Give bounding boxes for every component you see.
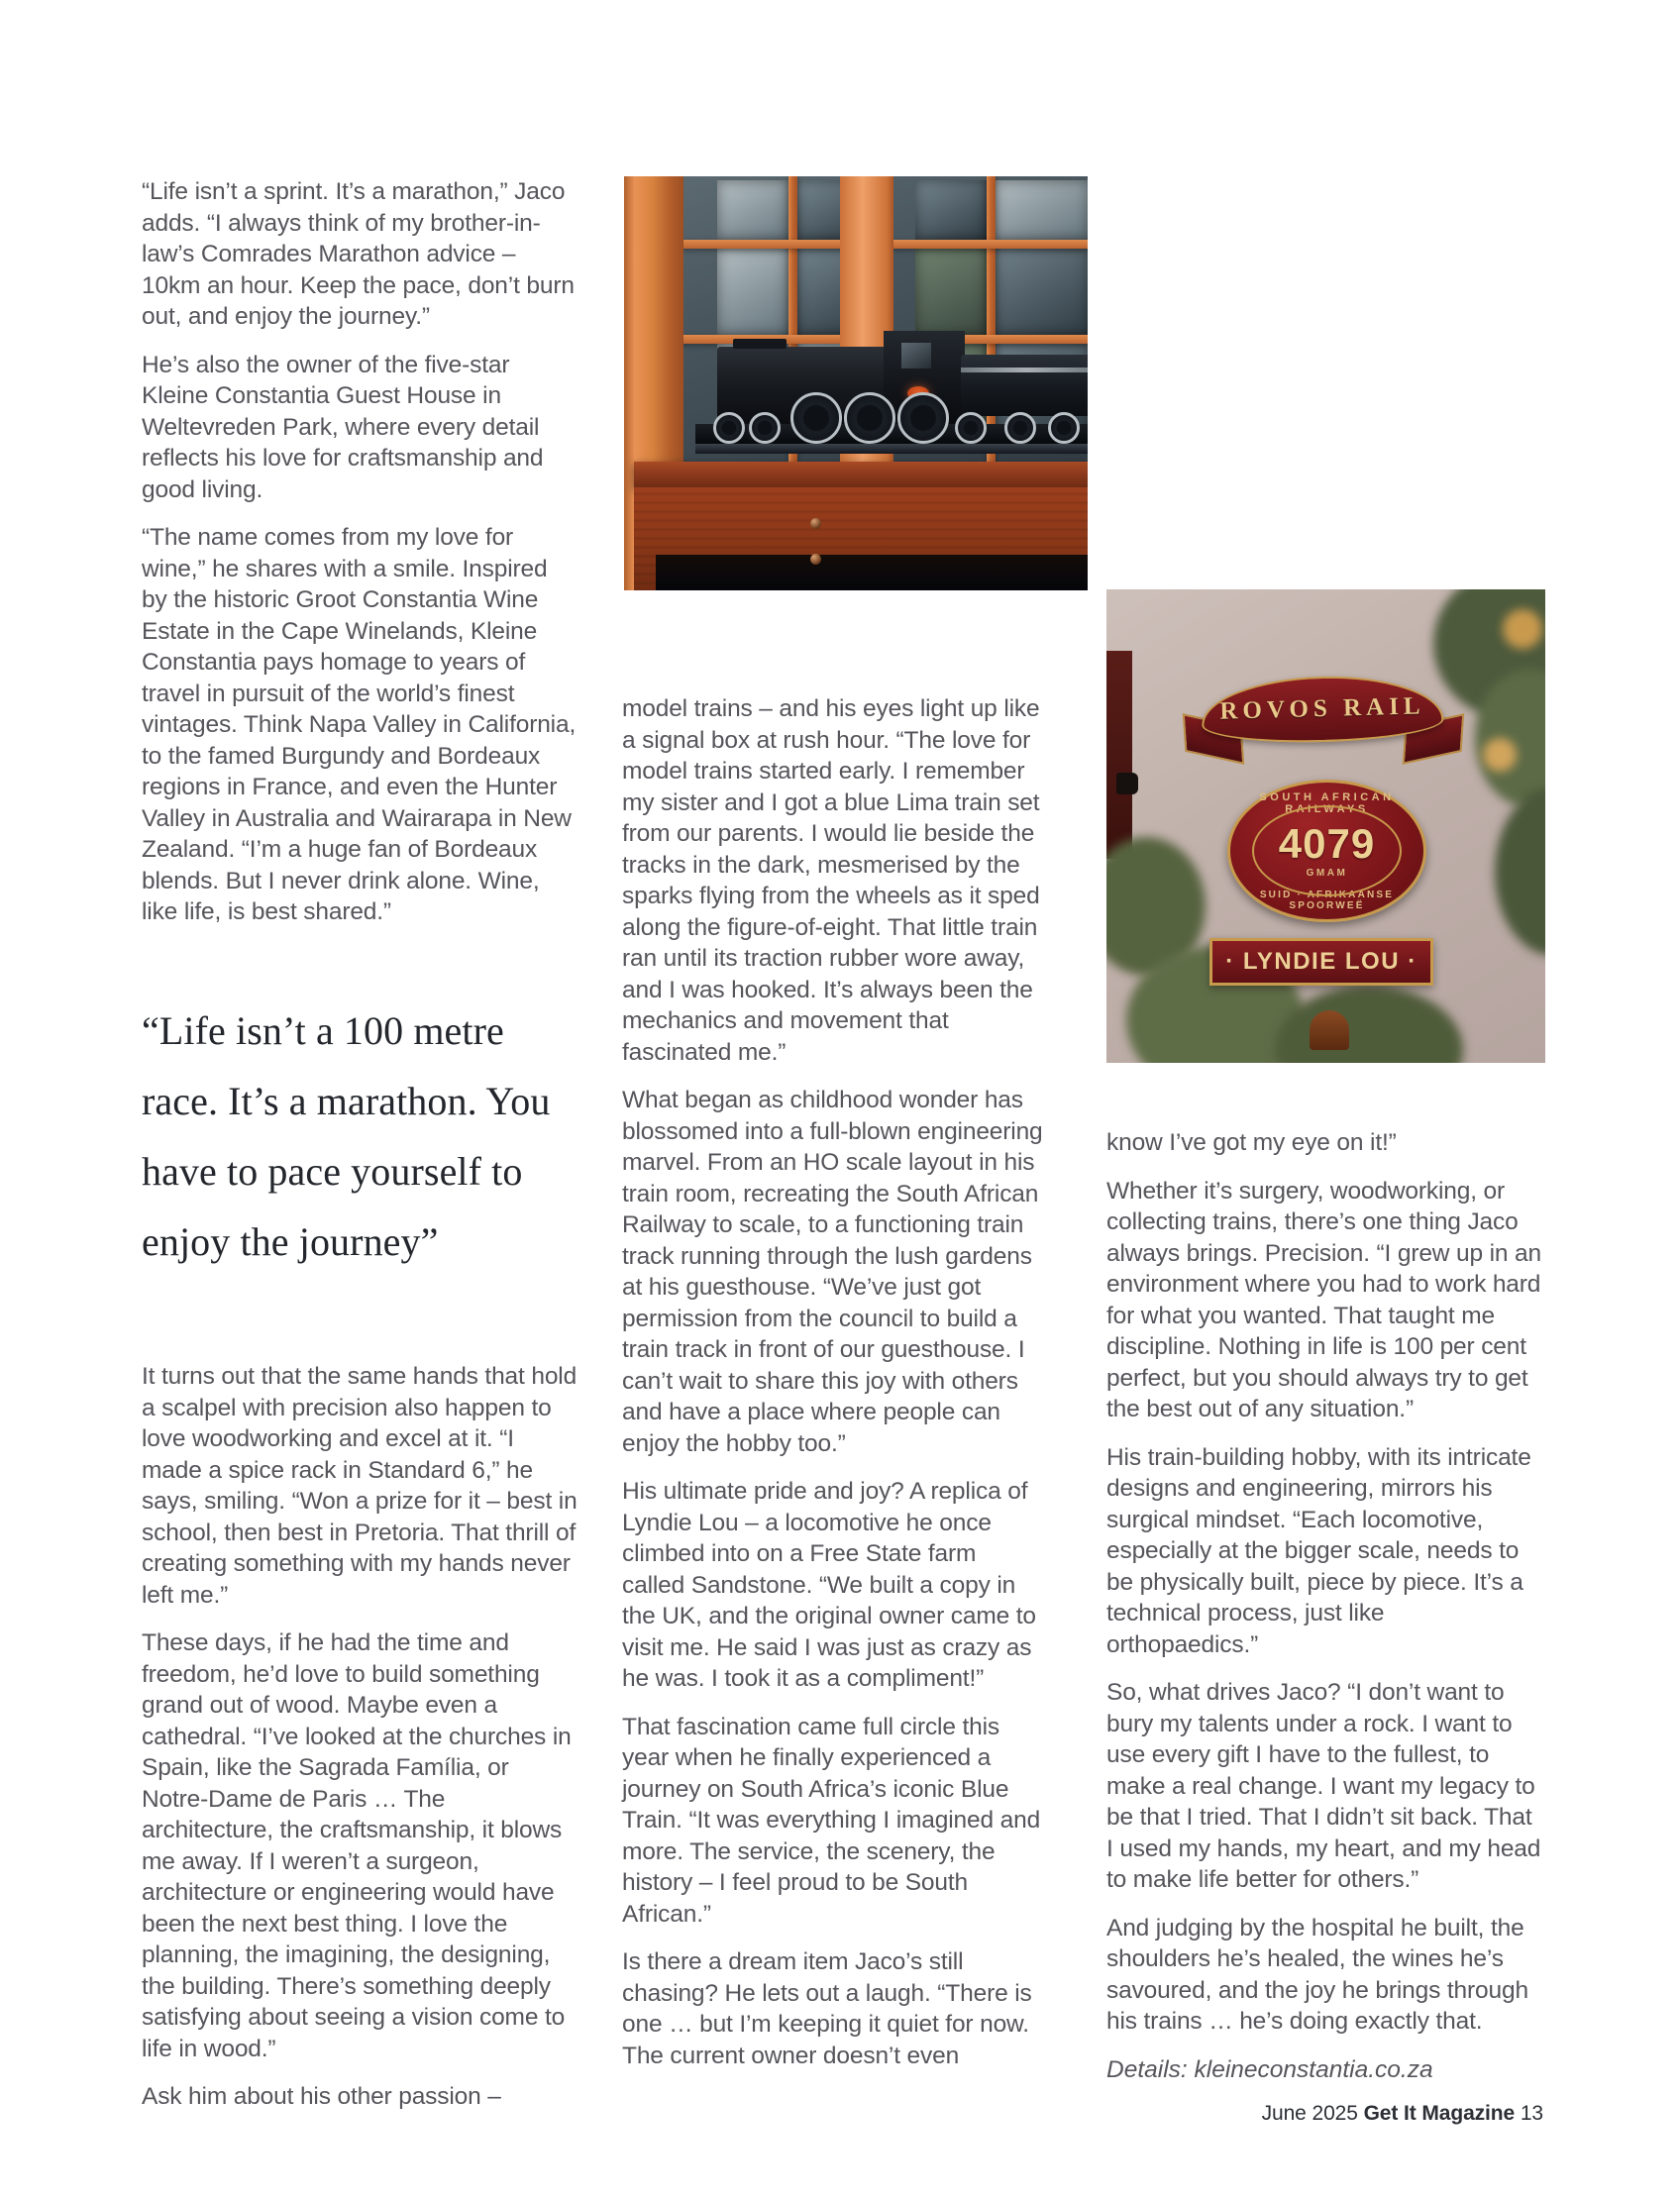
- paragraph: So, what drives Jaco? “I don’t want to bury my talents under a rock. I want to use every gift I have to the fullest, to make a real change. I want my legacy to be that I tried. That I didn’t sit back. That I used my hands, my heart, and my head to make life better for others.”: [1106, 1679, 1541, 1893]
- wall-hook: [1116, 773, 1138, 794]
- locomotive-number-plaque: [1227, 780, 1426, 922]
- model-locomotive: [695, 307, 1088, 464]
- footer-date: June 2025: [1261, 2102, 1364, 2125]
- cabinet-shelf: [634, 462, 1088, 487]
- pull-quote: “Life isn’t a 100 metre race. It’s a marathon. You have to pace yourself to enjoy the journey”: [142, 1008, 551, 1264]
- foliage-light: [1503, 609, 1542, 649]
- paragraph: “The name comes from my love for wine,” he shares with a smile. Inspired by the historic Groot Constantia Wine Estate in the Cape Winelands, Kleine Constantia pays homage to years of travel in pursuit of the world’s finest vintages. Think Napa Valley in California, to the famed Burgundy and Bordeaux regions in France, and even the Hunter Valley in Australia and Wairarapa in New Zealand. “I’m a huge fan of Bordeaux blends. But I never drink alone. Wine, like life, is best shared.”: [142, 524, 577, 925]
- footer-magazine-name: Get It Magazine: [1363, 2102, 1516, 2125]
- right-column: [1106, 1127, 1542, 2085]
- lyndie-lou-nameplate: [1209, 938, 1433, 986]
- window-pane: [915, 180, 987, 240]
- locomotive-boiler-band: [961, 367, 1088, 372]
- railway-plaques-photo: [1106, 589, 1545, 1063]
- locomotive-wheel: [844, 392, 895, 444]
- locomotive-photo-scene: [624, 176, 1088, 590]
- locomotive-wheel: [1048, 412, 1080, 444]
- paragraph: It turns out that the same hands that hold a scalpel with precision also happen to love woodworking and excel at it. “I made a spice rack in Standard 6,” he says, smiling. “Won a prize for it – best in school, then best in Pretoria. That thrill of creating something with my hands never left me.”: [142, 1363, 578, 1609]
- paragraph: Is there a dream item Jaco’s still chasing? He lets out a laugh. “There is one … but I’m keeping it quiet for now. The current owner doesn’t even: [622, 1948, 1032, 2069]
- cabinet-knob: [810, 554, 821, 565]
- footer-page-number: 13: [1515, 2102, 1543, 2125]
- paragraph: He’s also the owner of the five-star Kleine Constantia Guest House in Weltevreden Park, where every detail reflects his love for craftsmanship and good living.: [142, 351, 544, 503]
- plaque-top-text: SOUTH AFRICAN RAILWAYS: [1259, 791, 1395, 815]
- left-column-lower: [142, 1361, 578, 2113]
- details-line: Details: kleineconstantia.co.za: [1106, 2055, 1433, 2083]
- locomotive-cab-window: [901, 343, 931, 368]
- page-footer: [1262, 2102, 1543, 2126]
- window-pane: [995, 180, 1088, 240]
- paragraph: know I’ve got my eye on it!”: [1106, 1129, 1397, 1156]
- rovos-rail-banner-text: ROVOS RAIL: [1219, 692, 1425, 725]
- paragraph: His ultimate pride and joy? A replica of Lyndie Lou – a locomotive he once climbed into on a Free State farm called Sandstone. “We built a copy in the UK, and the original owner came to visit me. He said I was just as crazy as he was. I took it as a compliment!”: [622, 1478, 1036, 1692]
- plaque-door-edge: [1106, 651, 1132, 859]
- locomotive-boiler: [961, 355, 1088, 416]
- plaque-number: 4079: [1278, 820, 1376, 867]
- paragraph: What began as childhood wonder has blossomed into a full-blown engineering marvel. From an HO scale layout in his train room, recreating the South African Railway to scale, to a functioning train track running through the lush gardens at his guesthouse. “We’ve just got permission from the council to build a train track in front of our guesthouse. I can’t wait to share this joy with others and have a place where people can enjoy the hobby too.”: [622, 1087, 1043, 1457]
- window-pane: [717, 180, 788, 240]
- paragraph: These days, if he had the time and freedom, he’d love to build something grand out of wood. Maybe even a cathedral. “I’ve looked at the churches in Spain, like the Sagrada Família, or Notre-Dame de Paris … The architecture, the craftsmanship, it blows me away. If I weren’t a surgeon, architecture or engineering would have been the next best thing. I love the planning, the imagining, the designing, the building. There’s something deeply satisfying about seeing a vision come to life in wood.”: [142, 1629, 572, 2062]
- lyndie-lou-nameplate-text: · LYNDIE LOU ·: [1225, 948, 1418, 975]
- paragraph: Whether it’s surgery, woodworking, or collecting trains, there’s one thing Jaco always brings. Precision. “I grew up in an environment where you had to work hard for what you wanted. That taught me discipline. Nothing in life is 100 per cent perfect, but you should always try to get the best out of any situation.”: [1106, 1177, 1541, 1422]
- foliage-light: [1483, 738, 1517, 772]
- locomotive-tender-top: [733, 339, 787, 349]
- cabinet-shadow: [656, 555, 1088, 590]
- plaque-class: GMAM: [1306, 868, 1348, 879]
- locomotive-wheel: [897, 392, 949, 444]
- locomotive-wheel: [713, 412, 745, 444]
- locomotive-wheel: [790, 392, 842, 444]
- locomotive-photo: [624, 176, 1088, 590]
- cabinet-knob: [810, 518, 821, 529]
- left-column-upper: [142, 176, 578, 928]
- paragraph: And judging by the hospital he built, the shoulders he’s healed, the wines he’s savoured, and the joy he brings through his trains … he’s doing exactly that.: [1106, 1914, 1528, 2035]
- locomotive-wheel: [1004, 412, 1036, 444]
- paragraph: model trains – and his eyes light up like a signal box at rush hour. “The love for model trains started early. I remember my sister and I got a blue Lima train set from our parents. I would lie beside the tracks in the dark, mesmerised by the sparks flying from the wheels as it sped along the figure-of-eight. That little train ran until its traction rubber wore away, and I was hooked. It’s always been the mechanics and movement that fascinated me.”: [622, 695, 1040, 1066]
- locomotive-wheel: [749, 412, 781, 444]
- wall-bell: [1310, 1010, 1349, 1050]
- paragraph: “Life isn’t a sprint. It’s a marathon,” Jaco adds. “I always think of my brother-in-law’s Comrades Marathon advice – 10km an hour. Keep the pace, don’t burn out, and enjoy the journey.”: [142, 178, 575, 330]
- plaque-bottom-text: SUID · AFRIKAANSE SPOORWEË: [1259, 890, 1395, 911]
- paragraph: His train-building hobby, with its intricate designs and engineering, mirrors his surgical mindset. “Each locomotive, especially at the bigger scale, needs to be physically built, piece by piece. It’s a technical process, just like orthopaedics.”: [1106, 1443, 1531, 1658]
- model-track: [695, 444, 1088, 454]
- middle-column: [622, 693, 1043, 2071]
- paragraph: Ask him about his other passion –: [142, 2083, 501, 2110]
- locomotive-wheel: [955, 412, 987, 444]
- plaque-inner-ring: [1252, 805, 1402, 896]
- paragraph: That fascination came full circle this year when he finally experienced a journey on South Africa’s iconic Blue Train. “It was everything I imagined and more. The service, the scenery, the history – I feel proud to be South African.”: [622, 1713, 1041, 1928]
